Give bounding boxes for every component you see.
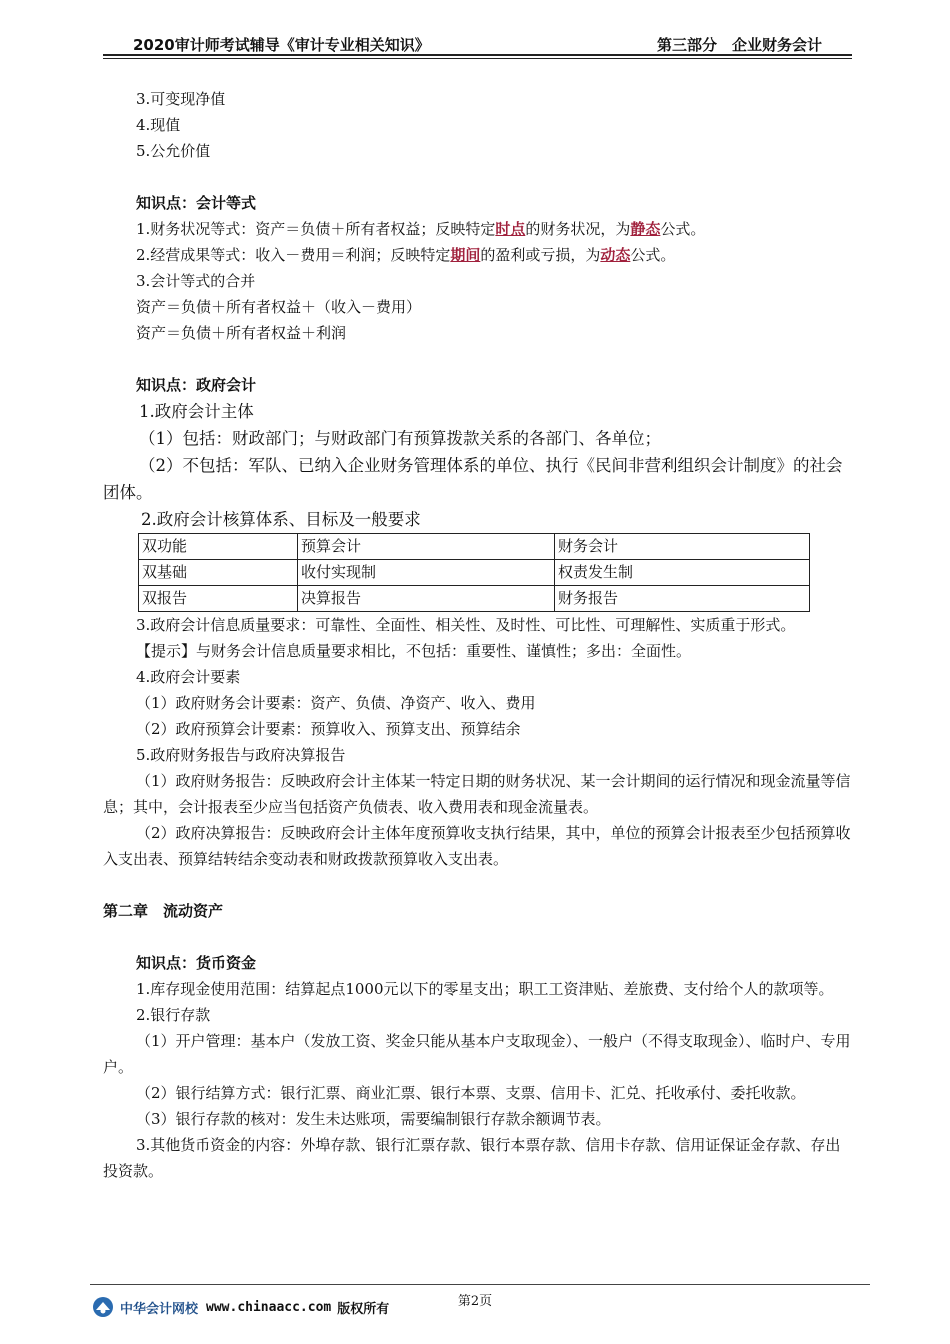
highlight-term: 期间: [450, 246, 481, 264]
table-cell: 双报告: [139, 586, 298, 612]
gov-tip: 【提示】与财务会计信息质量要求相比，不包括：重要性、谨慎性；多出：全面性。: [136, 642, 692, 660]
table-cell: 财务报告: [555, 586, 810, 612]
equation-formula: 资产＝负债＋所有者权益＋（收入－费用）: [136, 298, 422, 316]
table-cell: 权责发生制: [555, 560, 810, 586]
header-section: 第三部分 企业财务会计: [656, 36, 822, 54]
gov-point-4: 4.政府会计要素: [136, 668, 241, 686]
section-heading-equation: 知识点：会计等式: [136, 194, 257, 212]
equation-line-2: 2.经营成果等式：收入－费用＝利润；反映特定期间的盈利或亏损，为动态公式。: [136, 246, 676, 264]
cash-point-1: 1.库存现金使用范围：结算起点1000元以下的零星支出；职工工资津贴、差旅费、支付给个人的款项等。: [136, 980, 834, 998]
gov-point-5: 5.政府财务报告与政府决算报告: [136, 746, 346, 764]
highlight-term: 时点: [495, 220, 526, 238]
header-title: 2020审计师考试辅导《审计专业相关知识》: [133, 36, 430, 54]
footer-rule: [90, 1284, 870, 1285]
cash-point-2: 2.银行存款: [136, 1006, 211, 1024]
footer-url[interactable]: www.chinaacc.com: [206, 1299, 332, 1315]
highlight-term: 静态: [630, 220, 661, 238]
gov-point-2: 2.政府会计核算体系、目标及一般要求: [141, 510, 421, 529]
table-row: [139, 534, 810, 560]
header-rule-thin: [103, 58, 852, 59]
equation-formula: 资产＝负债＋所有者权益＋利润: [136, 324, 347, 342]
cash-point-2b: （2）银行结算方式：银行汇票、商业汇票、银行本票、支票、信用卡、汇兑、托收承付、委托收款。: [136, 1084, 806, 1102]
table-cell: 决算报告: [298, 586, 555, 612]
header-rule: [103, 54, 852, 56]
table-cell: 双基础: [139, 560, 298, 586]
footer-rights: 版权所有: [337, 1301, 390, 1317]
cash-point-2a: （1）开户管理：基本户（发放工资、奖金只能从基本户支取现金）、一般户（不得支取现金）、临时户、专用户。: [103, 1032, 851, 1076]
list-item: 4.现值: [136, 116, 181, 134]
gov-point-1b: （2）不包括：军队、已纳入企业财务管理体系的单位、执行《民间非营利组织会计制度》的社会团体。: [103, 456, 843, 502]
gov-accounting-table: [138, 533, 810, 612]
gov-point-5b: （2）政府决算报告：反映政府会计主体年度预算收支执行结果，其中，单位的预算会计报表至少包括预算收入支出表、预算结转结余变动表和财政拨款预算收入支出表。: [103, 824, 851, 868]
highlight-term: 动态: [600, 246, 631, 264]
equation-line-3: 3.会计等式的合并: [136, 272, 256, 290]
table-row: [139, 586, 810, 612]
table-cell: 收付实现制: [298, 560, 555, 586]
cash-point-2c: （3）银行存款的核对：发生未达账项，需要编制银行存款余额调节表。: [136, 1110, 611, 1128]
page-header: [103, 30, 852, 52]
table-cell: 财务会计: [555, 534, 810, 560]
gov-point-1: 1.政府会计主体: [139, 402, 254, 421]
equation-line-1: 1.财务状况等式：资产＝负债＋所有者权益；反映特定时点的财务状况，为静态公式。: [136, 220, 706, 238]
gov-point-4a: （1）政府财务会计要素：资产、负债、净资产、收入、费用: [136, 694, 536, 712]
gov-point-3: 3.政府会计信息质量要求：可靠性、全面性、相关性、及时性、可比性、可理解性、实质重于形式。: [136, 616, 796, 634]
chinaacc-logo-icon: [92, 1296, 114, 1318]
section-heading-cash: 知识点：货币资金: [136, 954, 257, 972]
footer-branding: [92, 1296, 389, 1318]
chapter-title: 第二章 流动资产: [103, 902, 224, 920]
footer-brand: 中华会计网校: [120, 1301, 199, 1317]
table-row: [139, 560, 810, 586]
gov-point-5a: （1）政府财务报告：反映政府会计主体某一特定日期的财务状况、某一会计期间的运行情况和现金流量等信息；其中，会计报表至少应当包括资产负债表、收入费用表和现金流量表。: [103, 772, 851, 816]
section-heading-government: 知识点：政府会计: [136, 376, 257, 394]
gov-point-1a: （1）包括：财政部门；与财政部门有预算拨款关系的各部门、各单位；: [139, 429, 661, 448]
table-cell: 双功能: [139, 534, 298, 560]
list-item: 5.公允价值: [136, 142, 211, 160]
page-number: 第2页: [457, 1294, 493, 1309]
list-item: 3.可变现净值: [136, 90, 226, 108]
document-body: [103, 86, 853, 1184]
gov-point-4b: （2）政府预算会计要素：预算收入、预算支出、预算结余: [136, 720, 521, 738]
table-cell: 预算会计: [298, 534, 555, 560]
cash-point-3: 3.其他货币资金的内容：外埠存款、银行汇票存款、银行本票存款、信用卡存款、信用证保证金存款、存出投资款。: [103, 1136, 841, 1180]
